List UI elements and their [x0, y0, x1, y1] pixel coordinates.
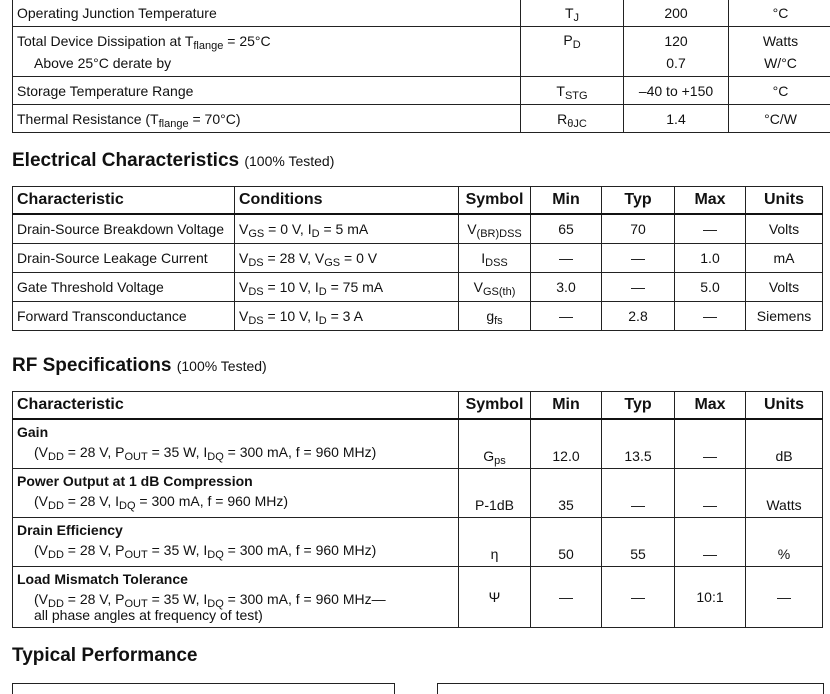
param-cell: Operating Junction Temperature	[13, 0, 521, 27]
param-cell: Storage Temperature Range	[13, 77, 521, 105]
typ-cell: 2.8	[602, 302, 675, 331]
electrical-table	[12, 186, 823, 331]
symbol-cell: P-1dB	[459, 469, 531, 518]
symbol-cell: η	[459, 518, 531, 567]
table-row	[13, 244, 823, 273]
max-cell: —	[675, 214, 746, 244]
table-row	[13, 273, 823, 302]
col-header: Min	[531, 392, 602, 420]
max-cell: 5.0	[675, 273, 746, 302]
min-cell: 3.0	[531, 273, 602, 302]
max-cell: —	[675, 518, 746, 567]
typ-cell: —	[602, 469, 675, 518]
table-row	[13, 518, 823, 567]
value-cell: –40 to +150	[624, 77, 729, 105]
symbol-cell: $P_D$	[521, 27, 624, 77]
col-header: Symbol	[459, 187, 531, 215]
units-cell: Volts	[746, 214, 823, 244]
min-cell: —	[531, 244, 602, 273]
min-cell: 50	[531, 518, 602, 567]
conditions-cell: $V_{DS} = 28$ V, $V_{GS} = 0$ V	[235, 244, 459, 273]
max-cell: —	[675, 469, 746, 518]
col-header: Max	[675, 187, 746, 215]
col-header: Conditions	[235, 187, 459, 215]
units-cell: mA	[746, 244, 823, 273]
symbol-cell: $R_{\theta JC}$	[521, 105, 624, 133]
typ-cell: 55	[602, 518, 675, 567]
min-cell: 35	[531, 469, 602, 518]
table-row	[13, 0, 830, 27]
col-header: Typ	[602, 392, 675, 420]
units-cell: Watts	[746, 469, 823, 518]
min-cell: —	[531, 567, 602, 628]
units-cell: °C/W	[729, 105, 830, 133]
table-row	[13, 105, 830, 133]
units-cell: %	[746, 518, 823, 567]
table-row	[13, 419, 823, 469]
units-cell: °C	[729, 0, 830, 27]
rf-table	[12, 391, 823, 628]
max-ratings-table	[12, 0, 830, 133]
units-cell: dB	[746, 419, 823, 469]
units-cell: Volts	[746, 273, 823, 302]
min-cell: —	[531, 302, 602, 331]
table-row	[13, 77, 830, 105]
table-row	[13, 302, 823, 331]
table-row	[13, 27, 830, 77]
typ-cell: 70	[602, 214, 675, 244]
max-cell: —	[675, 419, 746, 469]
param-cell: Total Device Dissipation at $T_{flange} = 25^\circ C$ Above 25°C derate by	[13, 27, 521, 77]
symbol-cell: $T_{STG}$	[521, 77, 624, 105]
min-cell: 65	[531, 214, 602, 244]
col-header: Max	[675, 392, 746, 420]
table-row	[13, 214, 823, 244]
symbol-cell: Ψ	[459, 567, 531, 628]
units-cell: —	[746, 567, 823, 628]
typ-cell: —	[602, 273, 675, 302]
typ-cell: —	[602, 244, 675, 273]
conditions-cell: $V_{DS} = 10$ V, $I_D = 75$ mA	[235, 273, 459, 302]
col-header: Min	[531, 187, 602, 215]
symbol-cell: $T_J$	[521, 0, 624, 27]
param-cell: Thermal Resistance $(T_{flange} = 70^\circ C)$	[13, 105, 521, 133]
char-cell: Drain Efficiency ($V_{DD} = 28$ V, $P_{OUT} = 35$ W, $I_{DQ} = 300$ mA, f = 960 MHz)	[13, 518, 459, 567]
rf-section-title: RF Specifications (100% Tested)	[12, 355, 267, 377]
typical-section-title: Typical Performance	[12, 645, 198, 667]
table-header-row	[13, 187, 823, 215]
col-header: Typ	[602, 187, 675, 215]
symbol-cell: $V_{GS(th)}$	[459, 273, 531, 302]
col-header: Units	[746, 187, 823, 215]
char-cell: Load Mismatch Tolerance ($V_{DD} = 28$ V, $P_{OUT} = 35$ W, $I_{DQ} = 300$ mA, f = 960 MHz— all phase angles at frequency of test)	[13, 567, 459, 628]
electrical-section-title: Electrical Characteristics (100% Tested)	[12, 150, 334, 172]
units-cell: °C	[729, 77, 830, 105]
col-header: Characteristic	[13, 392, 459, 420]
max-cell: 1.0	[675, 244, 746, 273]
col-header: Characteristic	[13, 187, 235, 215]
table-row	[13, 567, 823, 628]
char-cell: Drain-Source Breakdown Voltage	[13, 214, 235, 244]
conditions-cell: $V_{DS} = 10$ V, $I_D = 3$ A	[235, 302, 459, 331]
tested-note: (100% Tested)	[244, 153, 334, 169]
table-header-row	[13, 392, 823, 420]
units-cell: Siemens	[746, 302, 823, 331]
char-cell: Gain ($V_{DD} = 28$ V, $P_{OUT} = 35$ W, $I_{DQ} = 300$ mA, f = 960 MHz)	[13, 419, 459, 469]
conditions-cell: $V_{GS} = 0$ V, $I_D = 5$ mA	[235, 214, 459, 244]
char-cell: Gate Threshold Voltage	[13, 273, 235, 302]
units-cell: Watts W/°C	[729, 27, 830, 77]
col-header: Symbol	[459, 392, 531, 420]
char-cell: Power Output at 1 dB Compression ($V_{DD} = 28$ V, $I_{DQ} = 300$ mA, f = 960 MHz)	[13, 469, 459, 518]
col-header: Units	[746, 392, 823, 420]
max-cell: 10:1	[675, 567, 746, 628]
value-cell: 1.4	[624, 105, 729, 133]
table-row	[13, 469, 823, 518]
chart-frame-left	[12, 683, 395, 694]
char-cell: Forward Transconductance	[13, 302, 235, 331]
chart-frame-right	[437, 683, 824, 694]
value-cell: 200	[624, 0, 729, 27]
typ-cell: 13.5	[602, 419, 675, 469]
typ-cell: —	[602, 567, 675, 628]
value-cell: 120 0.7	[624, 27, 729, 77]
symbol-cell: $G_{ps}$	[459, 419, 531, 469]
symbol-cell: $I_{DSS}$	[459, 244, 531, 273]
symbol-cell: $g_{fs}$	[459, 302, 531, 331]
max-cell: —	[675, 302, 746, 331]
tested-note: (100% Tested)	[177, 358, 267, 374]
char-cell: Drain-Source Leakage Current	[13, 244, 235, 273]
min-cell: 12.0	[531, 419, 602, 469]
symbol-cell: $V_{(BR)DSS}$	[459, 214, 531, 244]
